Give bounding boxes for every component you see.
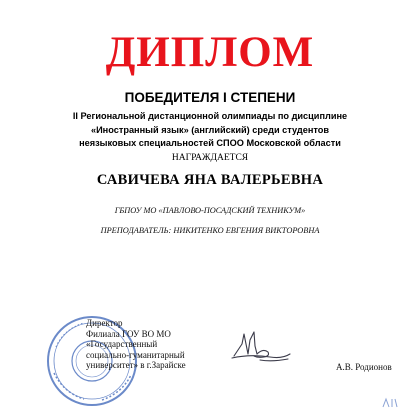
school-name: ГБПОУ МО «ПАВЛОВО-ПОСАДСКИЙ ТЕХНИКУМ» xyxy=(114,206,306,215)
signer-line: Директор xyxy=(86,318,123,328)
description-line: неязыковых специальностей СПОО Московской области xyxy=(79,138,341,148)
diploma-degree: ПОБЕДИТЕЛЯ I СТЕПЕНИ xyxy=(124,90,296,105)
signer-line: Филиала ГОУ ВО МО xyxy=(86,328,171,339)
winner-name: САВИЧЕВА ЯНА ВАЛЕРЬЕВНА xyxy=(96,172,324,188)
signer-line: «Государственный xyxy=(86,339,158,349)
olympiad-description xyxy=(40,110,380,151)
signer-line: университет» в г.Зарайске xyxy=(86,360,186,370)
awarded-label: НАГРАЖДАЕТСЯ xyxy=(171,153,249,163)
description-line: «Иностранный язык» (английский) среди студентов xyxy=(90,124,330,135)
stamp-fragment-icon xyxy=(381,395,399,409)
teacher-name: ПРЕПОДАВАТЕЛЬ: НИКИТЕНКО ЕВГЕНИЯ ВИКТОРОВНА xyxy=(100,226,320,235)
signer-title xyxy=(86,318,246,371)
signer-name: А.В. Родионов xyxy=(336,362,392,372)
description-line: II Региональной дистанционной олимпиады по дисциплине xyxy=(72,111,348,121)
handwritten-signature xyxy=(230,326,292,366)
signer-line: социально-гуманитарный xyxy=(86,349,185,360)
diploma-title: ДИПЛОМ xyxy=(105,29,315,76)
